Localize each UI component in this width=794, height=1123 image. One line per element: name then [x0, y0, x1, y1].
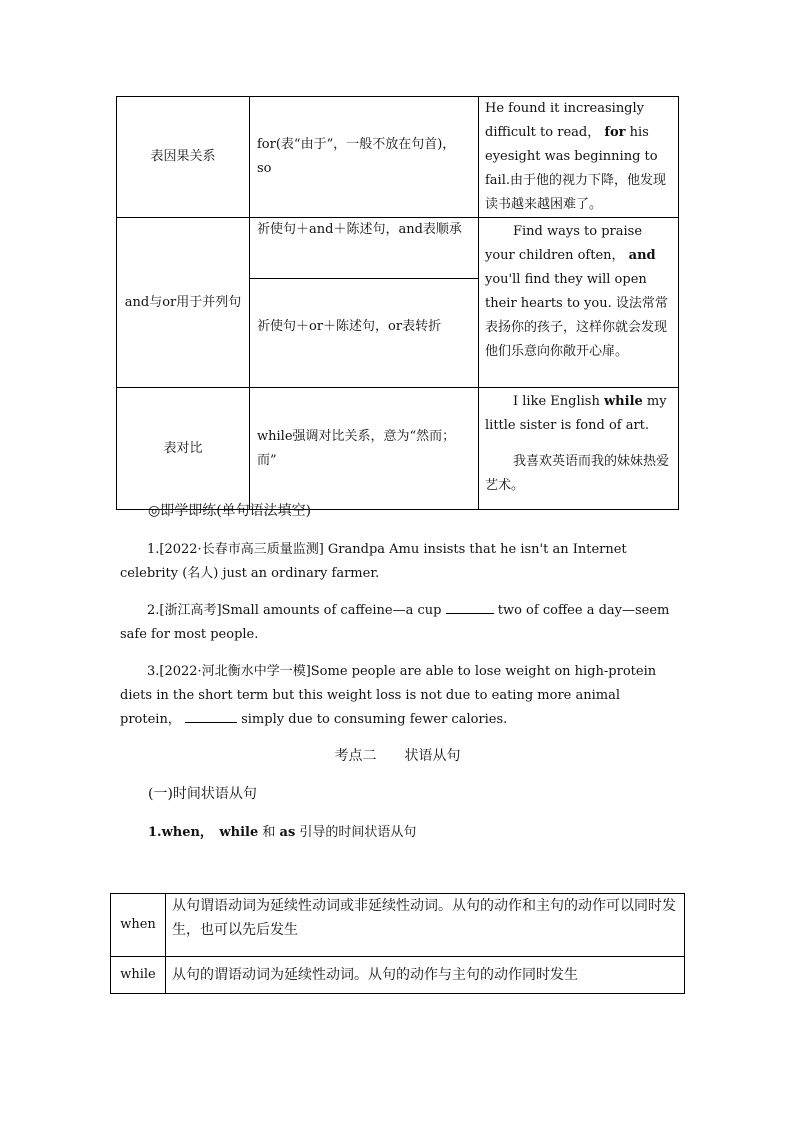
conjunction-table	[116, 96, 679, 510]
example-en: you'll find they will open their hearts to you.	[485, 272, 647, 311]
heading-text: 和	[262, 825, 276, 840]
answer-blank[interactable]	[185, 710, 237, 723]
rule-cell: for(表“由于”，一般不放在句首)， so	[250, 97, 479, 218]
description-cell: 从句谓语动词为延续性动词或非延续性动词。从句的动作和主句的动作可以同时发生，也可以先后发生	[166, 894, 685, 957]
table-row	[117, 388, 679, 510]
rule-cell: 祈使句＋and＋陈述句，and表顺承	[250, 218, 479, 279]
category-cell: 表对比	[117, 388, 250, 510]
question-text: two of coffee a day—seem safe for most people.	[120, 603, 670, 642]
section-title: 考点二 状语从句	[334, 748, 461, 764]
time-clause-table	[110, 893, 685, 994]
heading-text: 引导的时间状语从句	[299, 825, 417, 840]
example-en: my little sister is fond of art.	[485, 394, 667, 433]
example-keyword: while	[603, 394, 643, 409]
category-cell: 表因果关系	[117, 97, 250, 218]
subsection-heading	[148, 821, 416, 840]
practice-heading: ◎即学即练(单句语法填空)	[148, 503, 312, 519]
table-row	[117, 218, 679, 279]
table-row	[117, 97, 679, 218]
heading-keyword: as	[279, 825, 296, 840]
question-3	[120, 660, 676, 732]
question-2	[120, 599, 676, 647]
example-cell	[479, 97, 679, 218]
subsection-title: (一)时间状语从句	[148, 786, 257, 802]
heading-keywords: 1.when， while	[148, 825, 259, 840]
example-keyword: for	[604, 125, 626, 140]
answer-blank[interactable]	[446, 601, 494, 614]
question-text: 3.[2022·河北衡水中学一模]Some people are able to lose weight on high-protein diets in the short term but this weight loss is not due to eating more animal protein，	[120, 664, 657, 727]
table-row	[111, 957, 685, 994]
example-cn: 我喜欢英语而我的妹妹热爱艺术。	[485, 454, 670, 493]
conjunction-cell: when	[111, 894, 166, 957]
category-cell: and与or用于并列句	[117, 218, 250, 388]
example-cell	[479, 218, 679, 388]
table-row	[111, 894, 685, 957]
question-1: 1.[2022·长春市高三质量监测] Grandpa Amu insists that he isn't an Internet celebrity (名人) just an ordinary farmer.	[120, 542, 627, 581]
question-text: simply due to consuming fewer calories.	[241, 712, 508, 727]
example-en: Find ways to praise your children often，	[485, 224, 643, 263]
example-cell	[479, 388, 679, 510]
example-cn: 设法常常表扬你的孩子，这样你就会发现他们乐意向你敞开心扉。	[485, 296, 668, 359]
example-en: I like English	[513, 394, 600, 409]
description-cell: 从句的谓语动词为延续性动词。从句的动作与主句的动作同时发生	[166, 957, 685, 994]
rule-cell: while强调对比关系，意为“然而；而”	[250, 388, 479, 510]
example-en: He found it increasingly difficult to read，	[485, 101, 645, 140]
example-en: his eyesight was beginning to fail.	[485, 125, 658, 188]
conjunction-cell: while	[111, 957, 166, 994]
rule-cell: 祈使句＋or＋陈述句，or表转折	[250, 279, 479, 388]
question-text: 2.[浙江高考]Small amounts of caffeine—a cup	[147, 603, 442, 618]
example-cn: 由于他的视力下降，他发现读书越来越困难了。	[485, 173, 667, 212]
example-keyword: and	[628, 248, 656, 263]
